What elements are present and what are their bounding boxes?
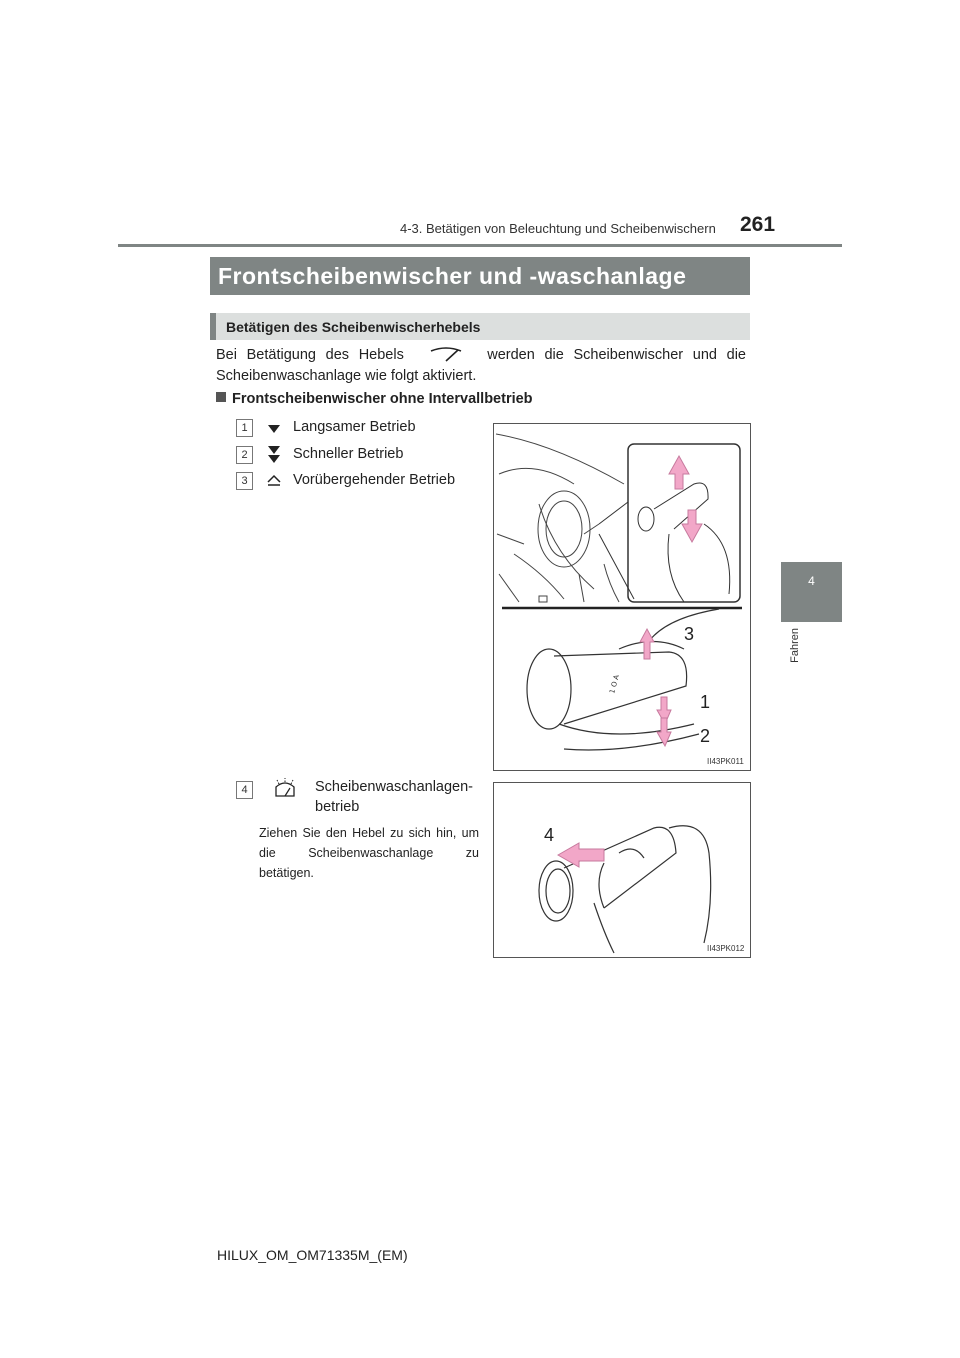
sub-title — [210, 313, 750, 340]
document-code: HILUX_OM_OM71335M_(EM) — [217, 1247, 408, 1263]
washer-illustration — [494, 783, 750, 957]
figure-lever-operation — [493, 423, 751, 771]
intro-text-start: Bei Betätigung des Hebels — [216, 347, 404, 363]
item-number-1: 1 — [236, 419, 253, 437]
chapter-label: Fahren — [789, 628, 801, 663]
item-number-2: 2 — [236, 446, 253, 464]
page-title: Frontscheibenwischer und -waschanlage — [210, 257, 750, 295]
washer-icon — [273, 778, 297, 800]
figure-washer-operation — [493, 782, 751, 958]
figure-callout-2: 2 — [700, 726, 711, 746]
chapter-number: 4 — [808, 574, 815, 588]
figure-code: II43PK012 — [707, 944, 745, 953]
washer-label-line2: betrieb — [315, 799, 360, 815]
svg-text:1 O A: 1 O A — [608, 673, 621, 695]
item-label-3: Vorübergehender Betrieb — [293, 472, 456, 488]
subheading — [216, 391, 533, 407]
figure-code: II43PK011 — [707, 757, 744, 766]
figure-callout-3: 3 — [684, 624, 695, 644]
wiper-lever-icon — [428, 346, 464, 364]
intro-paragraph — [216, 345, 746, 387]
sub-title-bar — [210, 313, 216, 340]
subheading-text: Frontscheibenwischer ohne Intervallbetrieb — [232, 391, 533, 407]
intro-text-end: werden die Scheibenwischer und die Scheibenwaschanlage wie folgt aktiviert. — [216, 347, 746, 384]
double-down-arrow-icon — [266, 445, 282, 465]
item-label-1: Langsamer Betrieb — [293, 419, 416, 435]
figure-callout-4: 4 — [544, 825, 555, 845]
header-divider — [118, 244, 842, 247]
item-label-2: Schneller Betrieb — [293, 446, 404, 462]
page-number: 261 — [740, 213, 776, 236]
lever-illustration — [494, 424, 750, 770]
figure-callout-1: 1 — [700, 692, 711, 712]
chapter-tab — [781, 562, 842, 622]
item-number-3: 3 — [236, 472, 253, 490]
washer-note: Ziehen Sie den Hebel zu sich hin, um die Scheibenwaschanlage zu betätigen. — [259, 826, 479, 880]
section-heading: 4-3. Betätigen von Beleuchtung und Scheibenwischern — [400, 221, 716, 236]
item-number-4: 4 — [236, 781, 253, 799]
sub-title-text: Betätigen des Scheibenwischerhebels — [226, 318, 481, 335]
washer-label-line1: Scheibenwaschanlagen- — [315, 779, 473, 795]
single-down-arrow-icon — [266, 424, 282, 434]
bullet-square-icon — [216, 392, 226, 402]
mist-up-icon — [266, 474, 282, 486]
